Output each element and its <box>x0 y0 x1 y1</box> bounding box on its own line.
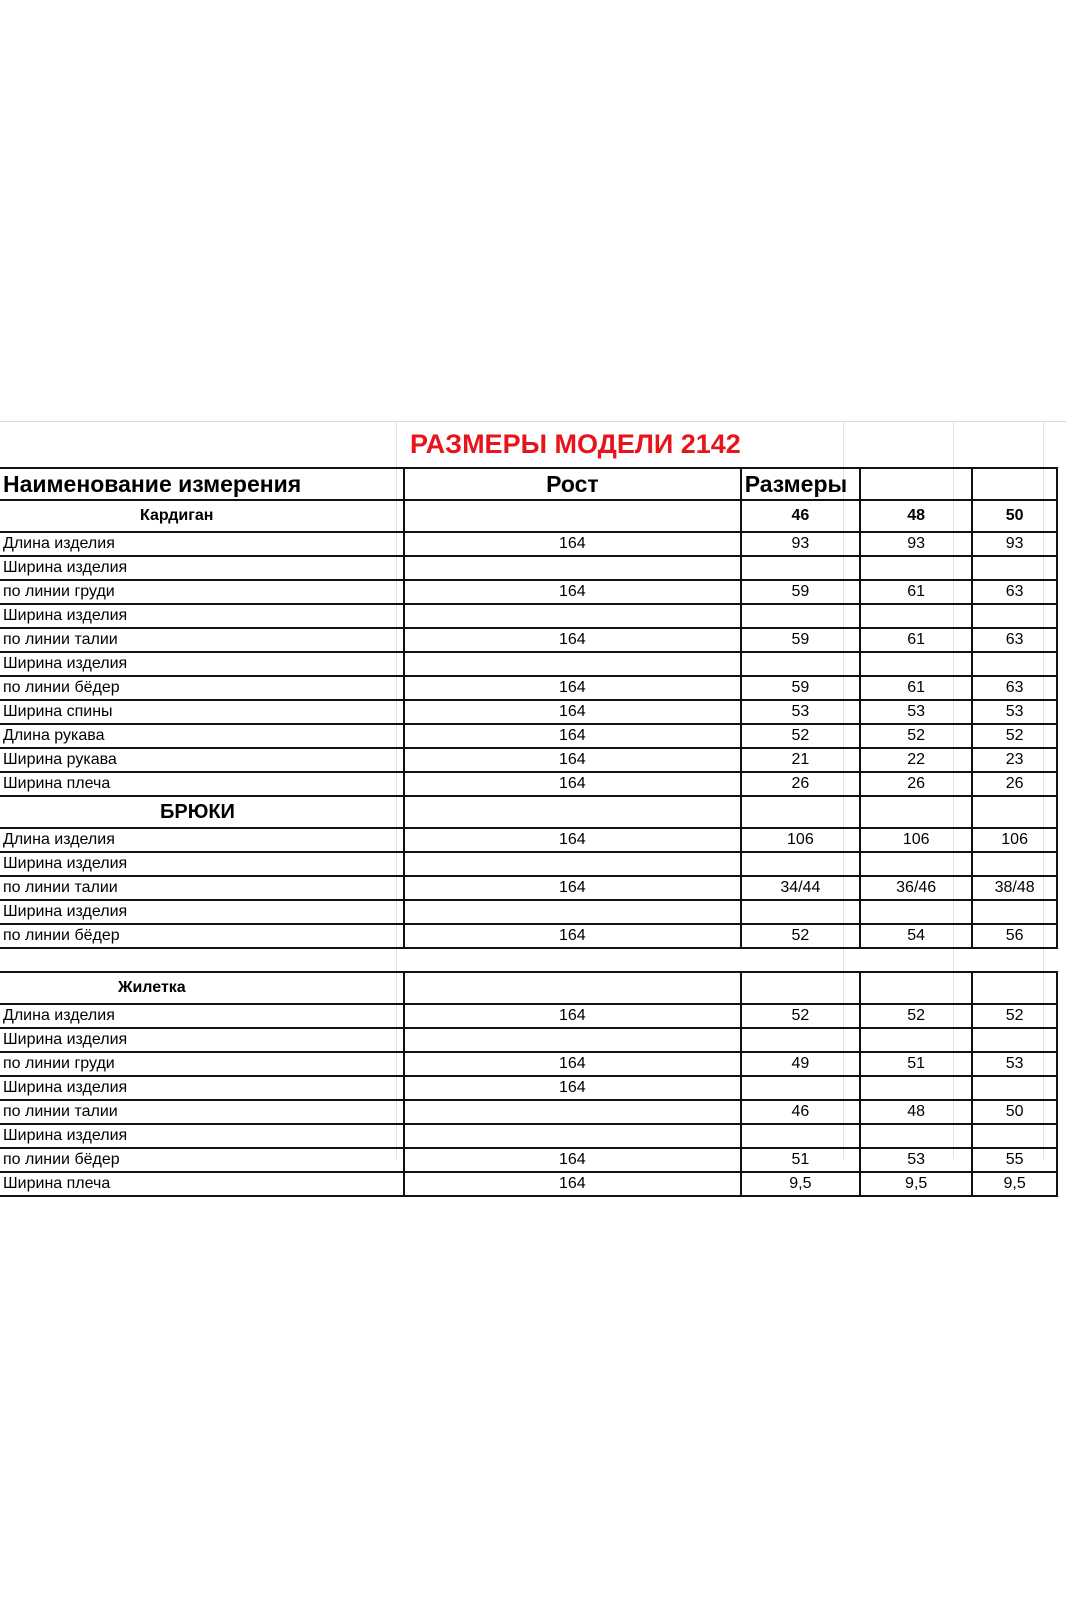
section-title: Жилетка <box>0 972 404 1004</box>
size-value: 9,5 <box>860 1172 972 1196</box>
size-value: 93 <box>972 532 1057 556</box>
table-row <box>0 772 1057 796</box>
height-value <box>404 1028 741 1052</box>
size-value <box>972 652 1057 676</box>
table-row <box>0 852 1057 876</box>
table-row <box>0 628 1057 652</box>
size-value <box>741 900 860 924</box>
size-value: 52 <box>860 724 972 748</box>
measure-label: по линии бёдер <box>0 1148 404 1172</box>
size-value <box>972 556 1057 580</box>
measure-label: Длина рукава <box>0 724 404 748</box>
table-row <box>0 1028 1057 1052</box>
size-value <box>860 1124 972 1148</box>
height-value: 164 <box>404 1148 741 1172</box>
size-value: 50 <box>972 1100 1057 1124</box>
table-row <box>0 828 1057 852</box>
measure-label: Длина изделия <box>0 828 404 852</box>
size-value: 9,5 <box>972 1172 1057 1196</box>
measure-label: по линии талии <box>0 628 404 652</box>
size-value: 63 <box>972 628 1057 652</box>
height-value: 164 <box>404 1172 741 1196</box>
size-value: 52 <box>860 1004 972 1028</box>
table-row <box>0 1148 1057 1172</box>
size-value: 38/48 <box>972 876 1057 900</box>
size-value <box>860 1076 972 1100</box>
height-value: 164 <box>404 1076 741 1100</box>
table-row <box>0 900 1057 924</box>
size-value: 21 <box>741 748 860 772</box>
height-value <box>404 1100 741 1124</box>
size-value: 52 <box>741 1004 860 1028</box>
measure-label: по линии бёдер <box>0 676 404 700</box>
height-value: 164 <box>404 532 741 556</box>
measure-label: по линии талии <box>0 1100 404 1124</box>
size-value: 93 <box>741 532 860 556</box>
measure-label: Длина изделия <box>0 1004 404 1028</box>
measure-label: по линии талии <box>0 876 404 900</box>
size-value: 106 <box>972 828 1057 852</box>
section-title: Кардиган <box>0 500 404 532</box>
table-row <box>0 724 1057 748</box>
measure-label: по линии бёдер <box>0 924 404 948</box>
table-row <box>0 1100 1057 1124</box>
height-value: 164 <box>404 700 741 724</box>
height-value <box>404 652 741 676</box>
size-value <box>741 652 860 676</box>
size-value: 61 <box>860 628 972 652</box>
section-row <box>0 500 1057 532</box>
table-row <box>0 1052 1057 1076</box>
table-row <box>0 748 1057 772</box>
measure-label: Ширина изделия <box>0 556 404 580</box>
title-cell <box>404 421 860 468</box>
header-height: Рост <box>404 468 741 500</box>
table-row <box>0 676 1057 700</box>
header-name: Наименование измерения <box>0 468 404 500</box>
measure-label: Ширина изделия <box>0 900 404 924</box>
table-row <box>0 1124 1057 1148</box>
size-value <box>860 1028 972 1052</box>
height-value: 164 <box>404 628 741 652</box>
section-title: БРЮКИ <box>0 796 404 828</box>
height-value: 164 <box>404 924 741 948</box>
measure-label: Ширина изделия <box>0 1124 404 1148</box>
size-value: 63 <box>972 676 1057 700</box>
size-value: 53 <box>860 1148 972 1172</box>
measure-label: Ширина спины <box>0 700 404 724</box>
size-value: 53 <box>972 700 1057 724</box>
size-value: 46 <box>741 1100 860 1124</box>
size-value: 51 <box>860 1052 972 1076</box>
size-value: 63 <box>972 580 1057 604</box>
size-value <box>972 1028 1057 1052</box>
height-value: 164 <box>404 1004 741 1028</box>
table-row <box>0 1004 1057 1028</box>
header-sizes: Размеры <box>741 468 860 500</box>
size-value <box>741 852 860 876</box>
size-value <box>860 652 972 676</box>
height-value: 164 <box>404 772 741 796</box>
measure-label: Ширина плеча <box>0 1172 404 1196</box>
size-value: 23 <box>972 748 1057 772</box>
table-row <box>0 700 1057 724</box>
size-value: 26 <box>860 772 972 796</box>
size-value: 9,5 <box>741 1172 860 1196</box>
size-value: 22 <box>860 748 972 772</box>
table-row <box>0 1172 1057 1196</box>
table-row <box>0 556 1057 580</box>
size-value: 55 <box>972 1148 1057 1172</box>
size-value: 52 <box>972 1004 1057 1028</box>
measure-label: Ширина изделия <box>0 1028 404 1052</box>
size-value <box>741 604 860 628</box>
spacer-row <box>0 948 1057 972</box>
height-value <box>404 556 741 580</box>
size-value <box>972 1076 1057 1100</box>
size-value: 34/44 <box>741 876 860 900</box>
measure-label: Ширина рукава <box>0 748 404 772</box>
table-row <box>0 604 1057 628</box>
size-value: 52 <box>972 724 1057 748</box>
section-row <box>0 972 1057 1004</box>
size-value: 53 <box>972 1052 1057 1076</box>
measure-label: Ширина изделия <box>0 1076 404 1100</box>
header-row <box>0 468 1057 500</box>
size-value <box>860 900 972 924</box>
size-value <box>972 852 1057 876</box>
size-value: 59 <box>741 580 860 604</box>
page-title: РАЗМЕРЫ МОДЕЛИ 2142 <box>410 429 741 459</box>
measure-label: Ширина изделия <box>0 604 404 628</box>
size-value: 53 <box>860 700 972 724</box>
size-value <box>972 1124 1057 1148</box>
size-value: 61 <box>860 580 972 604</box>
section-row <box>0 796 1057 828</box>
table-row <box>0 580 1057 604</box>
size-value <box>860 852 972 876</box>
size-value: 52 <box>741 724 860 748</box>
size-value: 54 <box>860 924 972 948</box>
measure-label: Ширина плеча <box>0 772 404 796</box>
size-value <box>972 604 1057 628</box>
size-header: 48 <box>860 500 972 532</box>
table-row <box>0 652 1057 676</box>
height-value: 164 <box>404 876 741 900</box>
size-value: 106 <box>860 828 972 852</box>
table-row <box>0 924 1057 948</box>
size-value: 49 <box>741 1052 860 1076</box>
size-value: 26 <box>972 772 1057 796</box>
height-value: 164 <box>404 748 741 772</box>
size-value: 59 <box>741 676 860 700</box>
size-value: 56 <box>972 924 1057 948</box>
height-value: 164 <box>404 828 741 852</box>
size-value <box>741 1028 860 1052</box>
size-value <box>860 556 972 580</box>
size-header: 46 <box>741 500 860 532</box>
title-row <box>0 421 1057 468</box>
height-value <box>404 852 741 876</box>
size-value: 93 <box>860 532 972 556</box>
table-row <box>0 1076 1057 1100</box>
table-row <box>0 532 1057 556</box>
height-value: 164 <box>404 580 741 604</box>
height-value: 164 <box>404 724 741 748</box>
table-row <box>0 876 1057 900</box>
height-value <box>404 1124 741 1148</box>
measure-label: Ширина изделия <box>0 652 404 676</box>
size-value: 26 <box>741 772 860 796</box>
size-value <box>741 1076 860 1100</box>
size-value: 36/46 <box>860 876 972 900</box>
size-value <box>741 1124 860 1148</box>
measure-label: по линии груди <box>0 580 404 604</box>
size-value <box>860 604 972 628</box>
size-value: 51 <box>741 1148 860 1172</box>
size-value <box>741 556 860 580</box>
height-value <box>404 604 741 628</box>
measure-label: Ширина изделия <box>0 852 404 876</box>
height-value <box>404 900 741 924</box>
height-value: 164 <box>404 1052 741 1076</box>
size-header: 50 <box>972 500 1057 532</box>
measure-label: по линии груди <box>0 1052 404 1076</box>
size-value: 61 <box>860 676 972 700</box>
size-value: 59 <box>741 628 860 652</box>
size-value: 48 <box>860 1100 972 1124</box>
size-value: 106 <box>741 828 860 852</box>
size-value: 52 <box>741 924 860 948</box>
size-value <box>972 900 1057 924</box>
measure-label: Длина изделия <box>0 532 404 556</box>
size-value: 53 <box>741 700 860 724</box>
height-value: 164 <box>404 676 741 700</box>
size-table <box>0 421 1058 1197</box>
